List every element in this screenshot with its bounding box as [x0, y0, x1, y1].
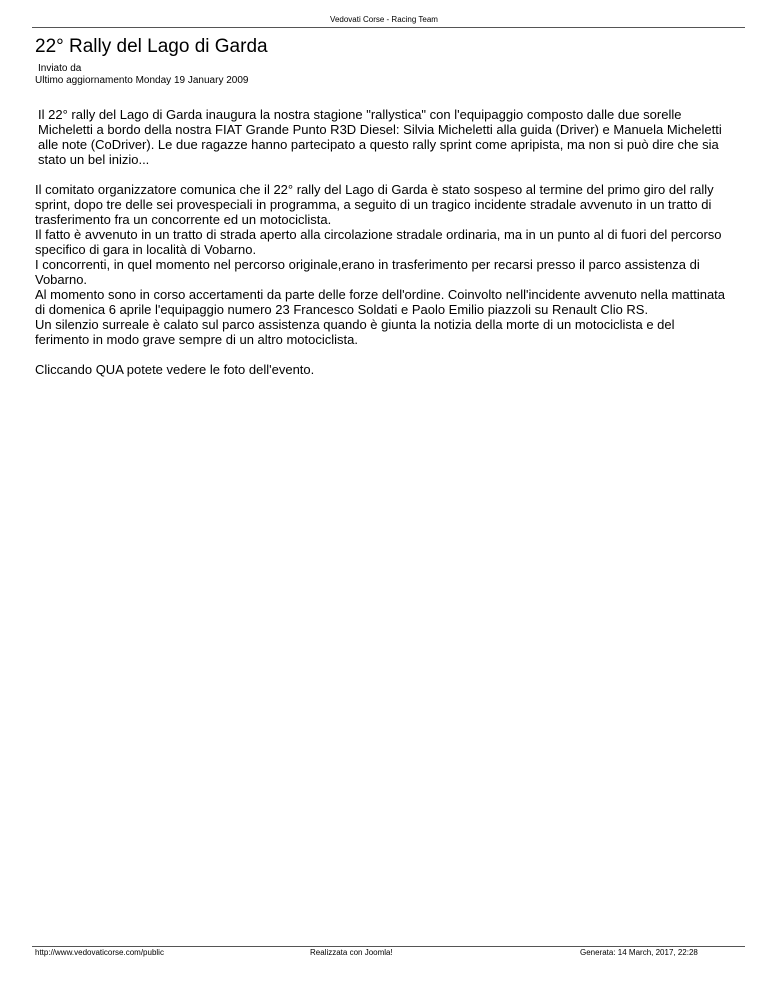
footer-generated: Generata: 14 March, 2017, 22:28 [580, 948, 698, 957]
text-line: Il comitato organizzatore comunica che il 22° rally del Lago di Garda è stato sospeso al termine del primo giro del rally [35, 182, 714, 197]
text-line: trasferimento fra un concorrente ed un motociclista. [35, 212, 332, 227]
last-updated: Ultimo aggiornamento Monday 19 January 2009 [35, 75, 249, 86]
header-divider [32, 27, 745, 28]
text-line: Micheletti a bordo della nostra FIAT Grande Punto R3D Diesel: Silvia Micheletti alla guida (Driver) e Manuela Micheletti [38, 122, 722, 137]
page-header: Vedovati Corse - Racing Team [330, 15, 438, 24]
footer-credit: Realizzata con Joomla! [310, 948, 393, 957]
intro-paragraph [35, 107, 735, 167]
text-line: Il fatto è avvenuto in un tratto di strada aperto alla circolazione stradale ordinaria, ma in un punto al di fuori del percorso [35, 227, 722, 242]
incident-paragraph [35, 182, 735, 347]
text-line: Vobarno. [35, 272, 88, 287]
text-line: alle note (CoDriver). Le due ragazze hanno partecipato a questo rally sprint come apripista, ma non si può dire che sia [38, 137, 719, 152]
text-line: ferimento in modo grave sempre di un altro motociclista. [35, 332, 358, 347]
text-line: I concorrenti, in quel momento nel percorso originale,erano in trasferimento per recarsi presso il parco assistenza di [35, 257, 700, 272]
article-title: 22° Rally del Lago di Garda [35, 36, 268, 57]
text-line: sprint, dopo tre delle sei provespeciali in programma, a seguito di un tragico incidente stradale avvenuto in un tratto di [35, 197, 712, 212]
text-line: di domenica 6 aprile l'equipaggio numero 23 Francesco Soldati e Paolo Emilio piazzoli su Renault Clio RS. [35, 302, 649, 317]
photos-link-text[interactable]: Cliccando QUA potete vedere le foto dell'evento. [35, 362, 315, 377]
article-meta [35, 63, 248, 87]
text-line: specifico di gara in località di Vobarno. [35, 242, 257, 257]
text-line: Un silenzio surreale è calato sul parco assistenza quando è giunta la notizia della morte di un motociclista e del [35, 317, 675, 332]
text-line: stato un bel inizio... [38, 152, 150, 167]
author-line: Inviato da [38, 63, 82, 74]
footer-url: http://www.vedovaticorse.com/public [35, 948, 164, 957]
text-line: Al momento sono in corso accertamenti da parte delle forze dell'ordine. Coinvolto nell'incidente avvenuto nella mattinata [35, 287, 726, 302]
text-line: Il 22° rally del Lago di Garda inaugura la nostra stagione "rallystica" con l'equipaggio composto dalle due sorelle [38, 107, 682, 122]
photos-paragraph [35, 362, 735, 377]
article-body [35, 107, 735, 392]
footer-divider [32, 946, 745, 947]
